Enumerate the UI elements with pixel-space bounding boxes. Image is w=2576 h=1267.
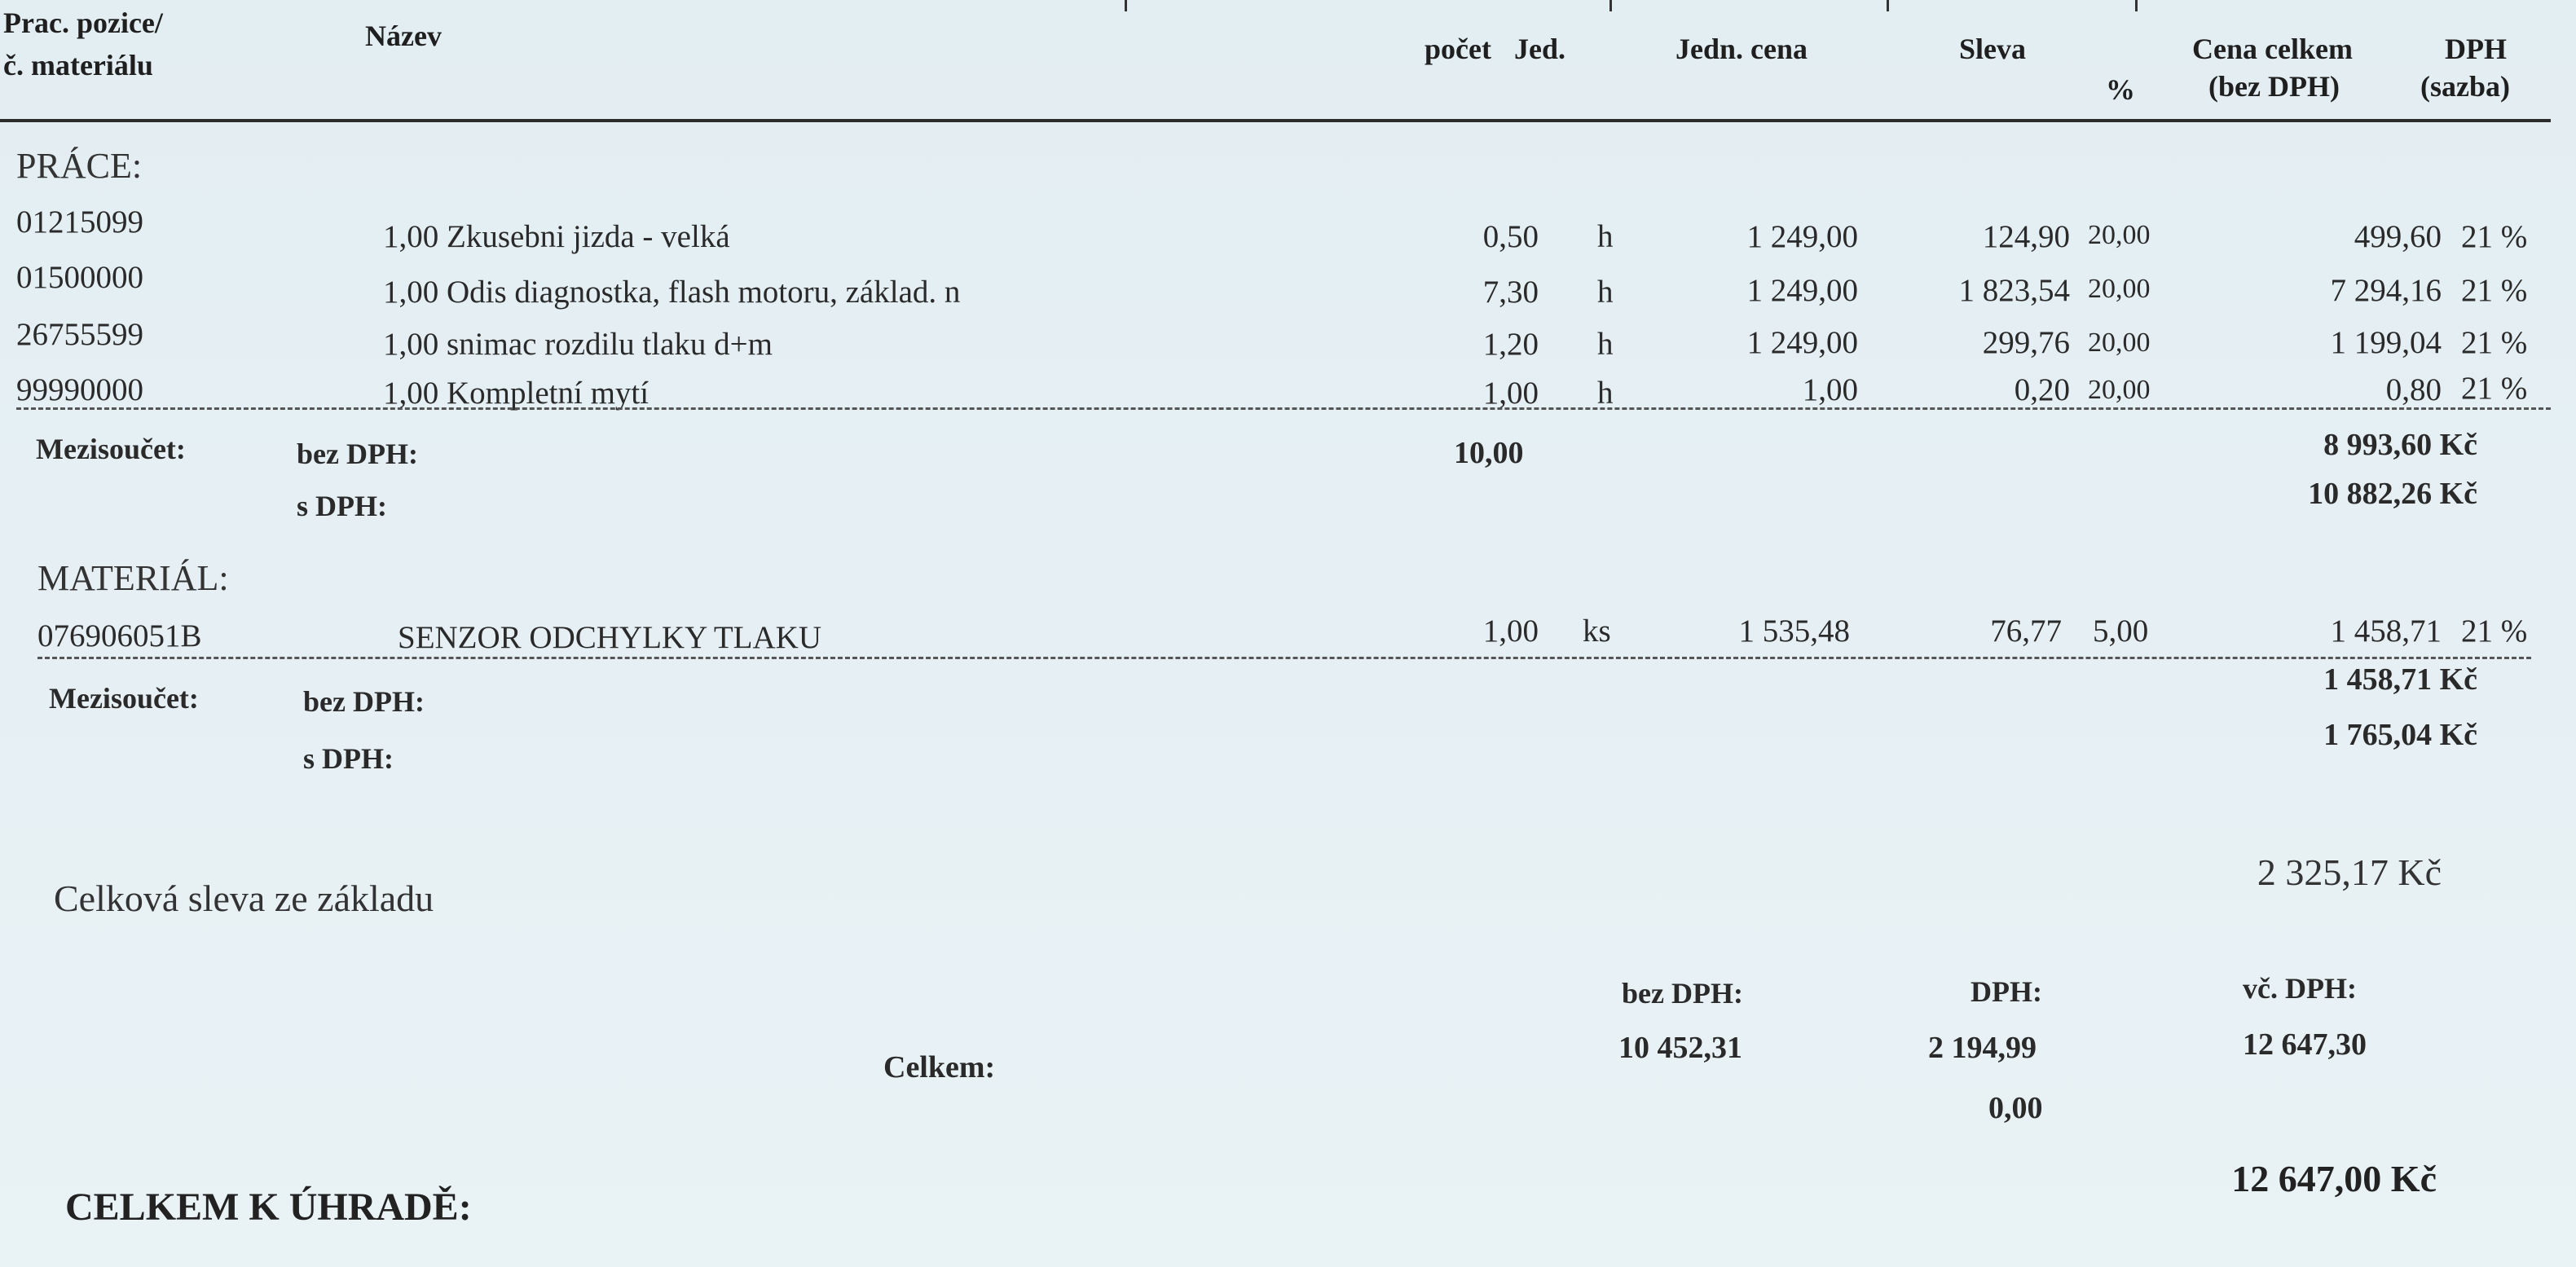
header-percent: % bbox=[2106, 73, 2135, 106]
header-pocet: počet bbox=[1425, 33, 1491, 65]
totals-rounding-value: 0,00 bbox=[1988, 1091, 2043, 1125]
totals-bez-dph-value: 10 452,31 bbox=[1618, 1031, 1742, 1065]
item-total: 499,60 bbox=[2354, 219, 2442, 254]
item-qty: 1,20 bbox=[1482, 327, 1539, 362]
item-code: 076906051B bbox=[37, 618, 202, 653]
subtotal-label: Mezisoučet: bbox=[49, 682, 199, 715]
item-price: 1 535,48 bbox=[1738, 614, 1850, 649]
section-title-prace: PRÁCE: bbox=[16, 146, 143, 186]
subtotal-s-dph-value: 10 882,26 Kč bbox=[2308, 477, 2477, 511]
item-name: 1,00 Kompletní mytí bbox=[383, 376, 650, 411]
column-tick bbox=[1887, 0, 1889, 11]
item-qty: 0,50 bbox=[1482, 219, 1539, 254]
item-percent: 20,00 bbox=[2088, 220, 2151, 250]
item-unit: h bbox=[1597, 219, 1614, 254]
item-percent: 20,00 bbox=[2088, 375, 2151, 405]
item-name: 1,00 Odis diagnostka, flash motoru, základ. n bbox=[383, 275, 961, 310]
item-discount: 76,77 bbox=[1990, 614, 2062, 649]
item-code: 01215099 bbox=[16, 205, 143, 240]
to-pay-label: CELKEM K ÚHRADĚ: bbox=[65, 1186, 472, 1229]
top-border bbox=[0, 0, 2576, 11]
item-price: 1,00 bbox=[1802, 372, 1858, 407]
item-vat: 21 % bbox=[2461, 273, 2528, 308]
column-tick bbox=[1125, 0, 1127, 11]
item-total: 1 199,04 bbox=[2330, 325, 2442, 360]
subtotal-bez-dph-value: 1 458,71 Kč bbox=[2323, 662, 2477, 697]
subtotal-s-dph-value: 1 765,04 Kč bbox=[2323, 718, 2477, 752]
row-separator bbox=[37, 657, 2531, 659]
item-name: 1,00 snimac rozdilu tlaku d+m bbox=[383, 327, 773, 362]
totals-vc-dph-label: vč. DPH: bbox=[2243, 972, 2357, 1005]
header-cena-line1: Cena celkem bbox=[2192, 33, 2353, 65]
header-nazev: Název bbox=[365, 20, 442, 52]
item-discount: 0,20 bbox=[2014, 372, 2070, 407]
item-qty: 7,30 bbox=[1482, 275, 1539, 310]
header-pozice-line2: č. materiálu bbox=[3, 49, 153, 81]
totals-dph-value: 2 194,99 bbox=[1928, 1031, 2037, 1065]
item-name: SENZOR ODCHYLKY TLAKU bbox=[398, 620, 821, 655]
item-price: 1 249,00 bbox=[1746, 273, 1858, 308]
header-dph-line1: DPH bbox=[2445, 33, 2507, 65]
header-divider bbox=[0, 119, 2551, 122]
totals-label: Celkem: bbox=[883, 1050, 996, 1084]
item-vat: 21 % bbox=[2461, 219, 2528, 254]
header-pozice-line1: Prac. pozice/ bbox=[3, 7, 163, 39]
item-qty: 1,00 bbox=[1482, 376, 1539, 411]
totals-dph-label: DPH: bbox=[1971, 975, 2042, 1008]
item-unit: h bbox=[1597, 275, 1614, 310]
header-dph-line2: (sazba) bbox=[2420, 70, 2510, 103]
item-percent: 5,00 bbox=[2093, 614, 2149, 649]
totals-vc-dph-value: 12 647,30 bbox=[2243, 1027, 2367, 1062]
item-percent: 20,00 bbox=[2088, 328, 2151, 358]
item-discount: 299,76 bbox=[1982, 325, 2070, 360]
item-code: 01500000 bbox=[16, 260, 143, 295]
item-vat: 21 % bbox=[2461, 371, 2528, 406]
bez-dph-label: bez DPH: bbox=[303, 685, 425, 718]
column-tick bbox=[1609, 0, 1612, 11]
item-percent: 20,00 bbox=[2088, 274, 2151, 304]
item-price: 1 249,00 bbox=[1746, 219, 1858, 254]
totals-bez-dph-label: bez DPH: bbox=[1622, 977, 1743, 1010]
header-jed: Jed. bbox=[1514, 33, 1565, 65]
item-code: 26755599 bbox=[16, 317, 143, 352]
row-separator bbox=[16, 407, 2551, 410]
item-discount: 1 823,54 bbox=[1958, 273, 2070, 308]
discount-summary-label: Celková sleva ze základu bbox=[54, 878, 434, 919]
subtotal-label: Mezisoučet: bbox=[36, 433, 186, 465]
s-dph-label: s DPH: bbox=[297, 490, 387, 522]
item-total: 7 294,16 bbox=[2330, 273, 2442, 308]
column-tick bbox=[2135, 0, 2138, 11]
section-title-material: MATERIÁL: bbox=[37, 558, 229, 598]
qty-total: 10,00 bbox=[1454, 436, 1524, 470]
item-total: 1 458,71 bbox=[2330, 614, 2442, 649]
item-qty: 1,00 bbox=[1482, 614, 1539, 649]
to-pay-value: 12 647,00 Kč bbox=[2231, 1158, 2437, 1199]
item-name: 1,00 Zkusebni jizda - velká bbox=[383, 219, 730, 254]
s-dph-label: s DPH: bbox=[303, 742, 394, 775]
item-price: 1 249,00 bbox=[1746, 325, 1858, 360]
header-cena-line2: (bez DPH) bbox=[2208, 70, 2340, 103]
item-unit: h bbox=[1597, 327, 1614, 362]
item-vat: 21 % bbox=[2461, 614, 2528, 649]
discount-summary-value: 2 325,17 Kč bbox=[2257, 851, 2442, 893]
item-unit: h bbox=[1597, 376, 1614, 411]
bez-dph-label: bez DPH: bbox=[297, 438, 418, 470]
item-discount: 124,90 bbox=[1982, 219, 2070, 254]
item-code: 99990000 bbox=[16, 372, 143, 407]
item-unit: ks bbox=[1583, 614, 1611, 649]
header-sleva: Sleva bbox=[1959, 33, 2027, 65]
item-vat: 21 % bbox=[2461, 325, 2528, 360]
item-total: 0,80 bbox=[2385, 372, 2442, 407]
subtotal-bez-dph-value: 8 993,60 Kč bbox=[2323, 428, 2477, 462]
header-jedn-cena: Jedn. cena bbox=[1676, 33, 1808, 65]
